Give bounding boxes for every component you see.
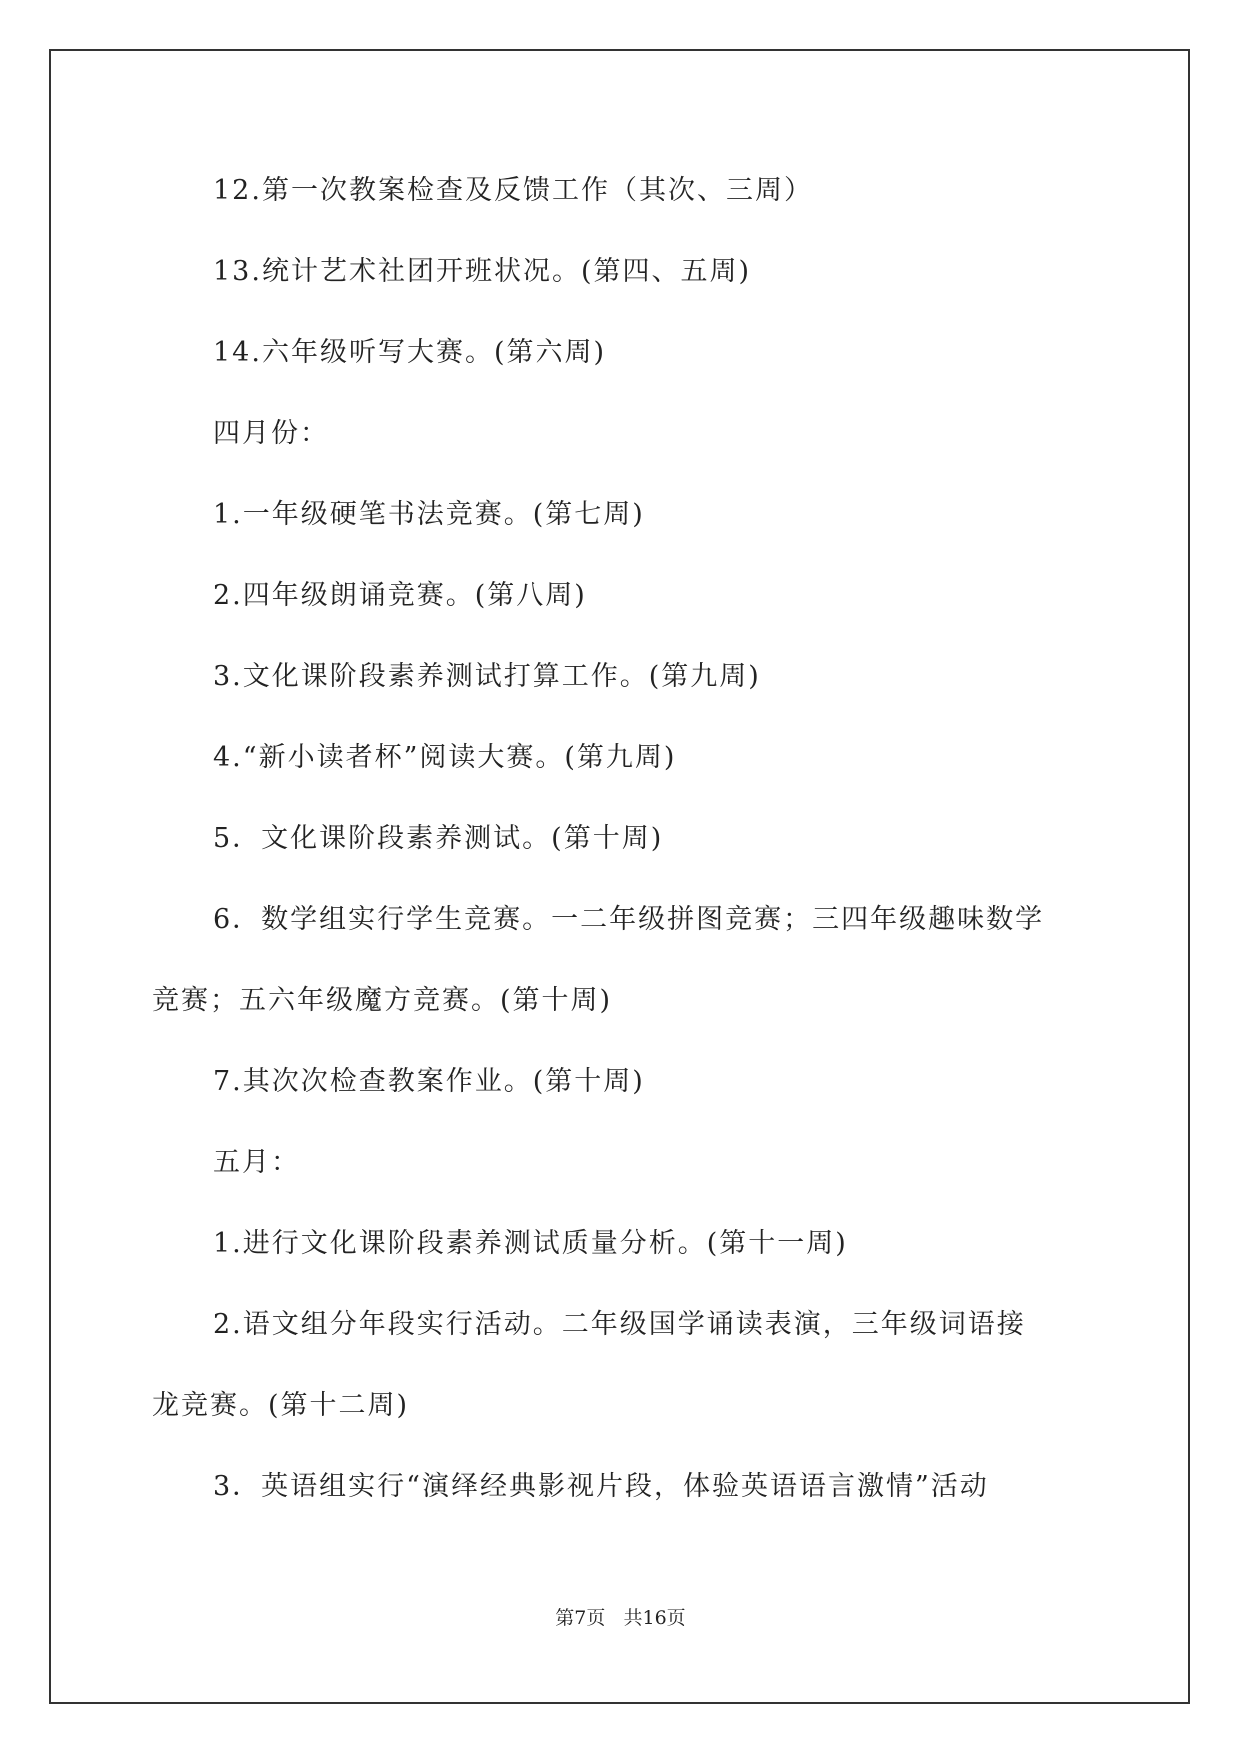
list-item: 1.一年级硬笔书法竞赛。(第七周): [213, 499, 645, 530]
list-item: 5．文化课阶段素养测试。(第十周): [213, 823, 664, 854]
list-item: 3．英语组实行“演绎经典影视片段，体验英语语言激情”活动: [213, 1471, 989, 1502]
list-item-continuation: 龙竞赛。(第十二周): [152, 1390, 410, 1421]
list-item: 1.进行文化课阶段素养测试质量分析。(第十一周): [213, 1228, 848, 1259]
list-item: 3.文化课阶段素养测试打算工作。(第九周): [213, 661, 761, 692]
page-border: [49, 49, 1190, 1704]
list-item: 6．数学组实行学生竞赛。一二年级拼图竞赛；三四年级趣味数学: [213, 904, 1045, 935]
list-item: 7.其次次检查教案作业。(第十周): [213, 1066, 645, 1097]
list-item: 14.六年级听写大赛。(第六周): [213, 337, 607, 368]
list-item: 13.统计艺术社团开班状况。(第四、五周): [213, 256, 752, 287]
section-heading: 五月：: [213, 1147, 300, 1178]
list-item: 2.四年级朗诵竞赛。(第八周): [213, 580, 587, 611]
list-item: 4.“新小读者杯”阅读大赛。(第九周): [213, 742, 677, 773]
list-item: 12.第一次教案检查及反馈工作（其次、三周）: [213, 175, 813, 206]
page-footer: 第7页 共16页: [555, 1607, 686, 1629]
list-item: 2.语文组分年段实行活动。二年级国学诵读表演，三年级词语接: [213, 1309, 1026, 1340]
section-heading: 四月份：: [213, 418, 329, 449]
list-item-continuation: 竞赛；五六年级魔方竞赛。(第十周): [152, 985, 613, 1016]
